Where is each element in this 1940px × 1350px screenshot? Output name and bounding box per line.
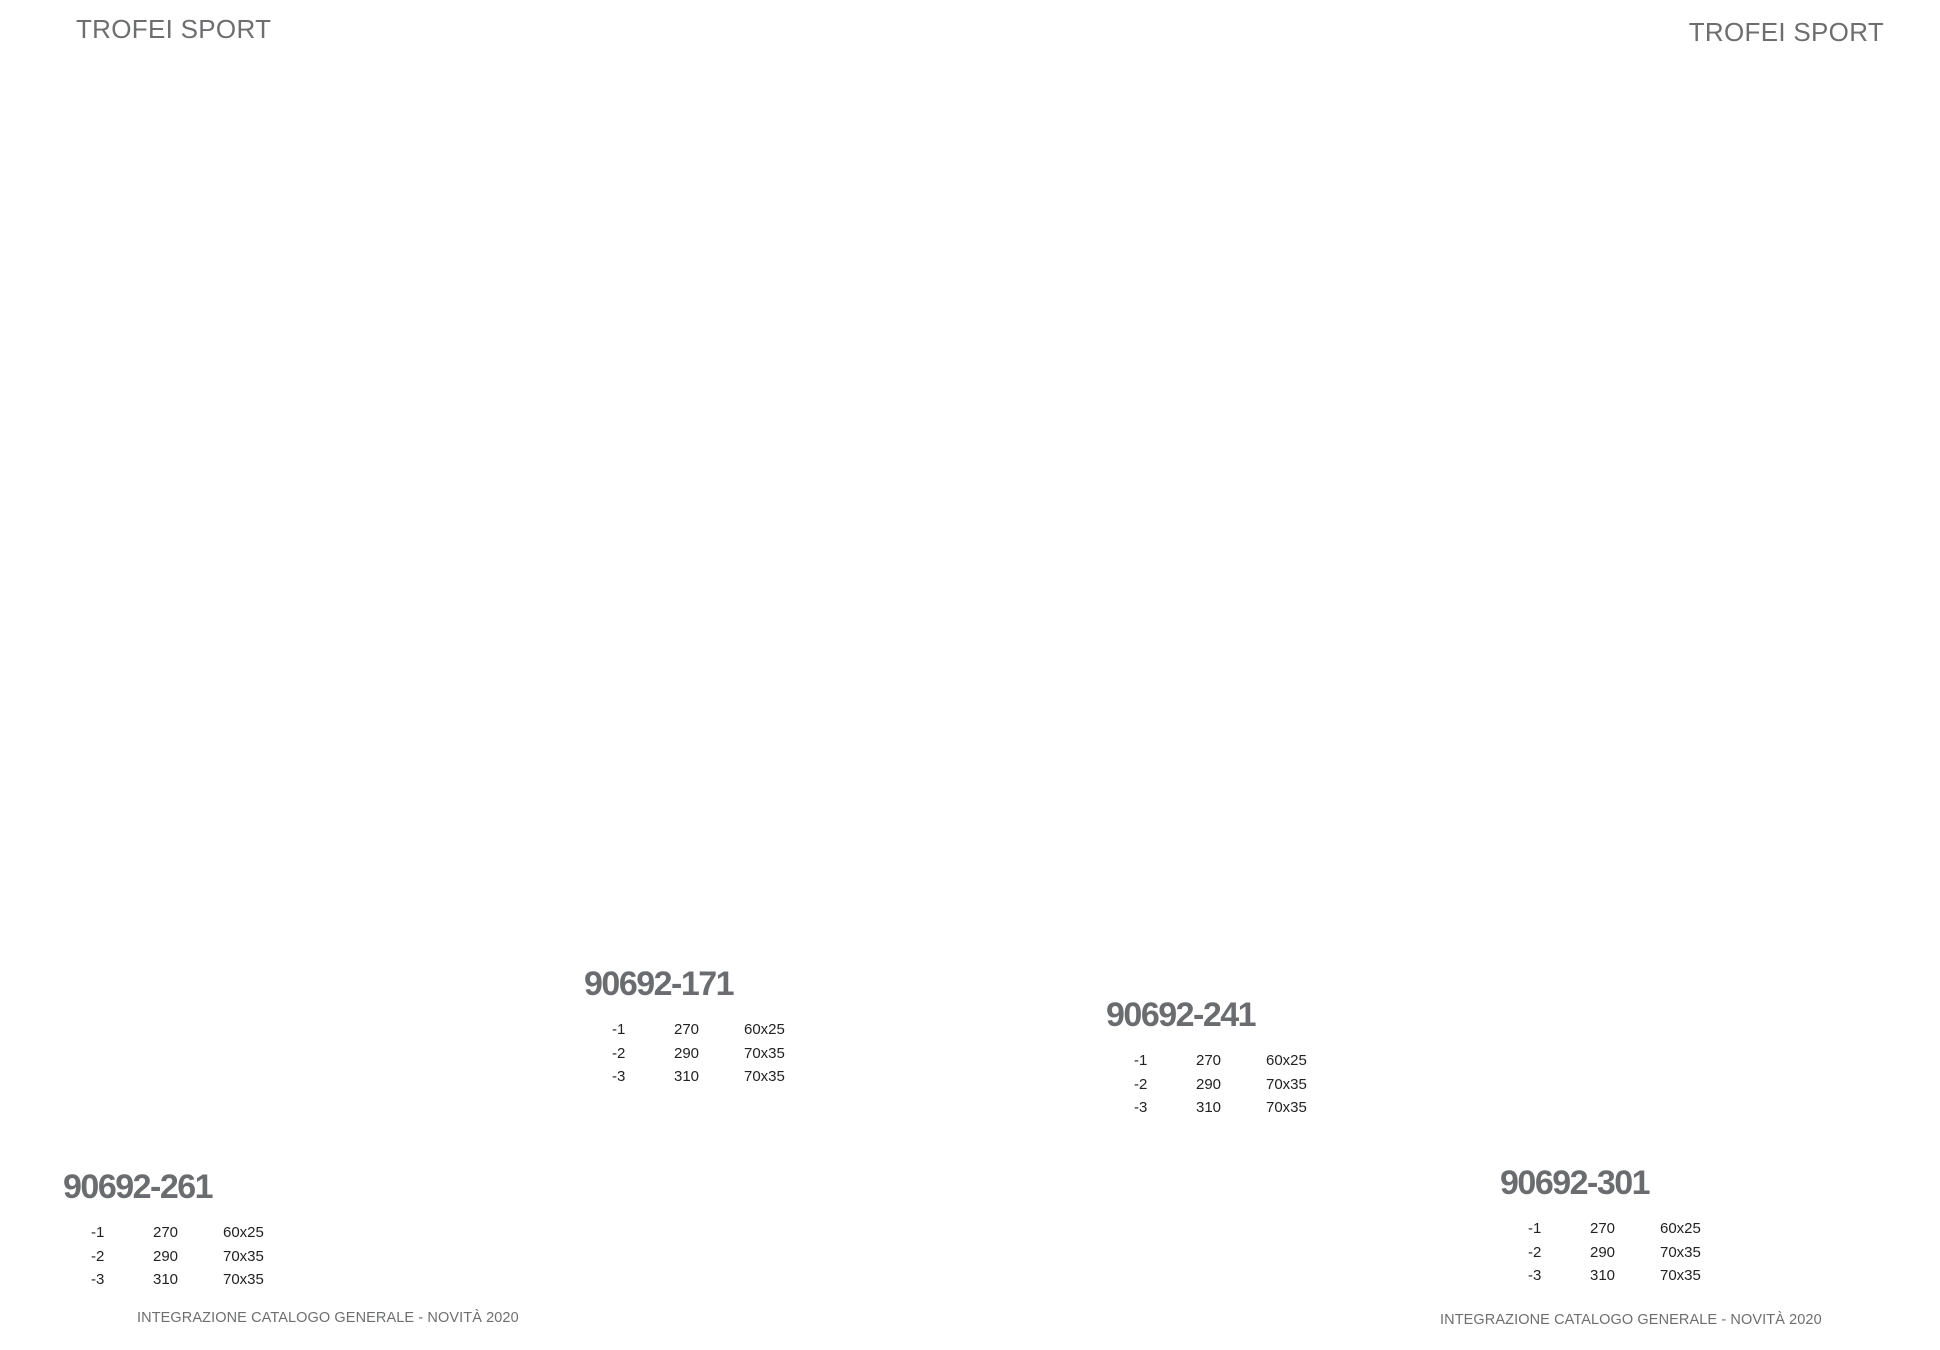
spec-table <box>612 1018 814 1089</box>
variant-suffix: -2 <box>1134 1075 1148 1093</box>
variant-size: 70x35 <box>223 1271 264 1288</box>
variant-suffix: -1 <box>1134 1052 1148 1069</box>
product-code: 90692-261 <box>63 1168 213 1206</box>
variant-suffix: -3 <box>1528 1267 1542 1284</box>
variant-size: 70x35 <box>744 1044 785 1062</box>
variant-price: 270 <box>1196 1052 1222 1069</box>
variant-size: 70x35 <box>1660 1267 1701 1284</box>
spec-row <box>1134 1049 1336 1073</box>
page-footer-left: INTEGRAZIONE CATALOGO GENERALE - NOVITÀ 2020 <box>137 1310 519 1326</box>
page-header-left: TROFEI SPORT <box>76 14 272 44</box>
product-block <box>1500 1163 1730 1288</box>
variant-suffix: -1 <box>91 1224 105 1241</box>
variant-suffix: -2 <box>91 1247 105 1265</box>
variant-size: 70x35 <box>1266 1099 1307 1116</box>
spec-row <box>1528 1241 1730 1265</box>
variant-price: 290 <box>153 1247 179 1265</box>
spec-row <box>1134 1096 1336 1120</box>
spec-table <box>1528 1217 1730 1288</box>
page-header-right: TROFEI SPORT <box>1688 17 1884 47</box>
variant-size: 70x35 <box>1266 1075 1307 1093</box>
product-block <box>1106 995 1336 1120</box>
spec-table <box>1134 1049 1336 1120</box>
variant-size: 60x25 <box>223 1224 264 1241</box>
spec-row <box>91 1245 293 1269</box>
spec-row <box>612 1065 814 1089</box>
variant-size: 70x35 <box>744 1068 785 1085</box>
spec-row <box>612 1042 814 1066</box>
spec-row <box>91 1221 293 1245</box>
spec-row <box>91 1268 293 1292</box>
variant-suffix: -2 <box>612 1044 626 1062</box>
product-code: 90692-171 <box>584 965 734 1003</box>
variant-price: 310 <box>1590 1267 1616 1284</box>
spec-row <box>1134 1073 1336 1097</box>
product-code: 90692-301 <box>1500 1164 1650 1202</box>
variant-suffix: -3 <box>1134 1099 1148 1116</box>
spec-row <box>1528 1217 1730 1241</box>
variant-price: 290 <box>674 1044 700 1062</box>
variant-price: 270 <box>1590 1220 1616 1237</box>
variant-price: 270 <box>674 1021 700 1038</box>
variant-price: 310 <box>153 1271 179 1288</box>
product-block <box>584 964 814 1089</box>
variant-suffix: -1 <box>1528 1220 1542 1237</box>
variant-price: 310 <box>674 1068 700 1085</box>
product-block <box>63 1167 293 1292</box>
spec-row <box>1528 1264 1730 1288</box>
variant-size: 70x35 <box>223 1247 264 1265</box>
spec-row <box>612 1018 814 1042</box>
variant-size: 60x25 <box>1266 1052 1307 1069</box>
variant-suffix: -3 <box>612 1068 626 1085</box>
page-footer-right: INTEGRAZIONE CATALOGO GENERALE - NOVITÀ 2020 <box>1440 1312 1822 1328</box>
spec-table <box>91 1221 293 1292</box>
variant-suffix: -3 <box>91 1271 105 1288</box>
variant-size: 70x35 <box>1660 1243 1701 1261</box>
variant-price: 310 <box>1196 1099 1222 1116</box>
variant-price: 290 <box>1590 1243 1616 1261</box>
variant-suffix: -1 <box>612 1021 626 1038</box>
variant-price: 290 <box>1196 1075 1222 1093</box>
product-code: 90692-241 <box>1106 996 1256 1034</box>
variant-size: 60x25 <box>1660 1220 1701 1237</box>
variant-suffix: -2 <box>1528 1243 1542 1261</box>
variant-price: 270 <box>153 1224 179 1241</box>
variant-size: 60x25 <box>744 1021 785 1038</box>
